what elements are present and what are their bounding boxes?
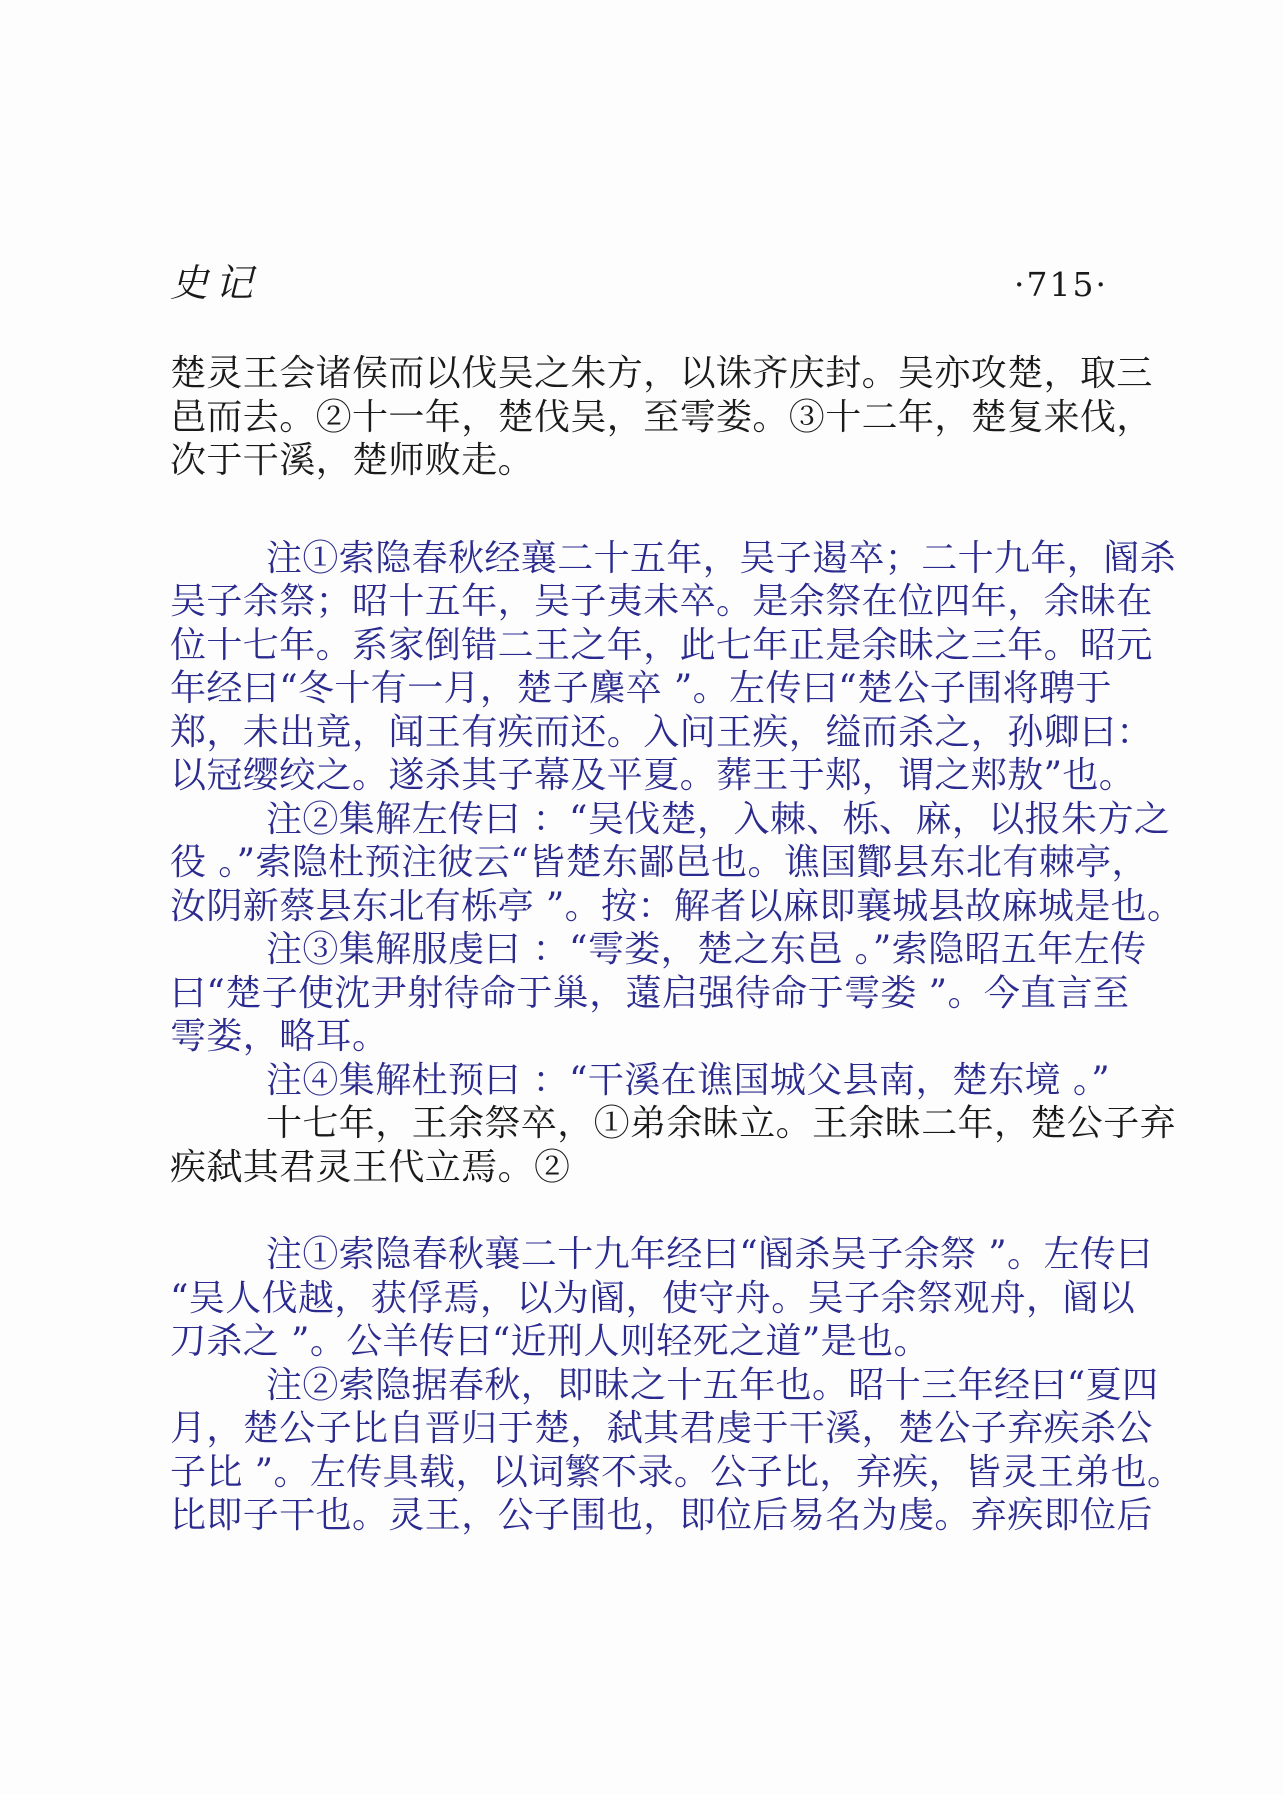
annotation-paragraph-4 [170,1059,1160,1103]
text-line: 楚灵王会诸侯而以伐吴之朱方，以诛齐庆封。吴亦攻楚，取三 [170,353,1153,394]
text-line: 位十七年。系家倒错二王之年，此七年正是余昧之三年。昭元 [170,624,1153,666]
book-title: 史记 [170,261,261,305]
annotation-paragraph-6 [170,1364,1184,1538]
text-line: 注②索隐据春秋，即昧之十五年也。昭十三年经曰“夏四 [266,1364,1159,1406]
text-line: 注③集解服虔曰 ：“雩娄，楚之东邑 。”索隐昭五年左传 [266,929,1147,970]
text-line: 郑，未出竟，闻王有疾而还。入问王疾，缢而杀之，孙卿曰： [170,711,1153,753]
page-content [170,352,1184,1538]
annotation-paragraph-2 [170,798,1184,929]
annotation-paragraph-1 [170,537,1177,798]
text-line: 次于干溪，楚师败走。 [170,440,535,481]
page-header [170,252,1120,307]
text-line: 注②集解左传曰 ：“吴伐楚，入棘、栎、麻，以报朱方之 [266,798,1171,840]
body-paragraph-2 [170,1102,1177,1189]
annotation-paragraph-3 [170,928,1160,1059]
text-line: 以冠缨绞之。遂杀其子幕及平夏。葬王于郏，谓之郏敖”也。 [170,755,1136,796]
text-line: 注①索隐春秋经襄二十五年，吴子遏卒；二十九年，阍杀 [266,537,1177,579]
text-line: 注④集解杜预曰 ：“干溪在谯国城父县南，楚东境 。” [266,1059,1111,1101]
annotation-paragraph-5 [170,1233,1160,1364]
text-line: 雩娄，略耳。 [170,1016,389,1057]
text-line: 年经曰“冬十有一月，楚子麇卒 ”。左传曰“楚公子围将聘于 [170,668,1112,709]
text-line: 吴子余祭；昭十五年，吴子夷未卒。是余祭在位四年，余昧在 [170,581,1153,622]
page-number: ·715· [1014,265,1108,304]
text-line: 子比 ”。左传具载，以词繁不录。公子比，弃疾，皆灵王弟也。 [170,1451,1184,1493]
text-line: 役 。”索隐杜预注彼云“皆楚东鄙邑也。谯国酇县东北有棘亭， [170,842,1148,883]
text-line: 注①索隐春秋襄二十九年经曰“阍杀吴子余祭 ”。左传曰 [266,1234,1153,1275]
text-line: 邑而去。②十一年，楚伐吴，至雩娄。③十二年，楚复来伐， [170,396,1153,438]
text-line: “吴人伐越，获俘焉，以为阍，使守舟。吴子余祭观舟，阍以 [170,1277,1136,1319]
text-line: 曰“楚子使沈尹射待命于巢，薳启强待命于雩娄 ”。今直言至 [170,972,1130,1014]
body-paragraph-1 [170,352,1160,483]
text-line: 月，楚公子比自晋归于楚，弑其君虔于干溪，楚公子弃疾杀公 [170,1408,1153,1449]
text-line: 十七年，王余祭卒，①弟余昧立。王余昧二年，楚公子弃 [266,1103,1177,1144]
text-line: 比即子干也。灵王，公子围也，即位后易名为虔。弃疾即位后 [170,1495,1153,1536]
text-line: 刀杀之 ”。公羊传曰“近刑人则轻死之道”是也。 [170,1321,930,1362]
text-line: 疾弑其君灵王代立焉。② [170,1146,571,1188]
text-line: 汝阴新蔡县东北有栎亭 ”。按：解者以麻即襄城县故麻城是也。 [170,885,1184,927]
